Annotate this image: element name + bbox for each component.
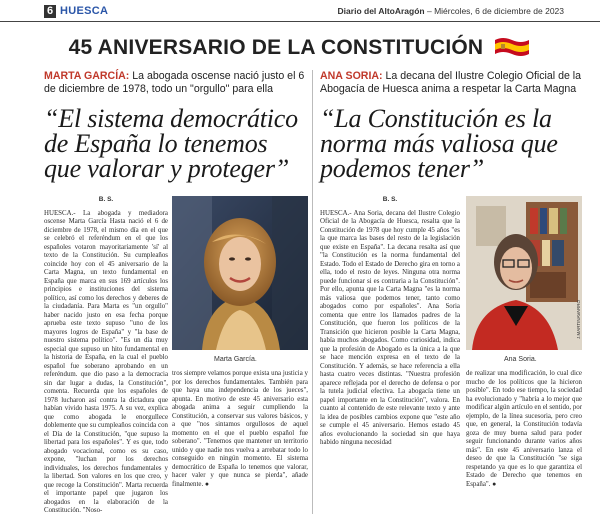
article-body-part-2	[466, 370, 582, 489]
body-text: tros siempre velamos porque exista una justicia y por los derechos fundamentales. También para que haya una independencia de los jueces", apunta. En motivo de este 45 aniversario esta abogada anima a seguir cumpliendo la Constitución, a conservar sus valores básicos, y a que "nos sintamos orgullosos de aquel momento en el que el pueblo español fue soberano". "Tenemos que mantener un territorio unido y que nadie nos vuelva a arrebatar todo lo conseguido en ningún momento. El sistema democrático de España lo tenemos que valorar, hacer valer y que nunca se pierda", añade finalmente. ●	[172, 370, 308, 488]
photo-caption: Ana Soria.	[504, 356, 537, 363]
byline: B. S.	[382, 196, 398, 203]
article-lead	[44, 70, 306, 96]
banner	[0, 36, 600, 60]
lead-name: ANA SORIA:	[320, 70, 383, 82]
column-divider	[312, 70, 313, 514]
photo-credit: J.MARTINAVARRO	[576, 300, 581, 340]
lead-name: MARTA GARCÍA:	[44, 70, 130, 82]
lead-text: La decana del Ilustre Colegio Oficial de la Abogacía de Huesca anima a respetar la Carta Magna	[320, 70, 582, 95]
article-body-part-1	[44, 196, 168, 514]
page-number: 6	[44, 5, 56, 18]
newspaper-name: Diario del AltoAragón	[337, 6, 425, 16]
body-text: HUESCA.- Ana Soria, decana del Ilustre Colegio Oficial de la Abogacía de Huesca, resalta que la Constitución de 1978 que hoy cumple 45 años "es la que marca las bases del resto de la legislación que existe en España". La decana resalta así que "la Constitución es la norma fundamental del Estado. Todo el Estado de Derecho gira en torno a ella, todo el resto de leyes. Ninguna otra norma puede funcionar si es contraria a la Constitución". Por ello, apunta que la Carta Magna "es la norma más valiosa que podemos tener, tanto como abogados como por españoles". Ana Soria comenta que entre los llamados padres de la Constitución, que fueron los políticos de la Transición que hicieron posible la Carta Magna, había muchos abogados. Como curiosidad, indica que la profesión de Abogado es la única a la que se hace mención expresa en el texto de la Constitución. Y además, se hace referencia a ella hasta cuatro veces distintas. "Nuestra profesión aparece reflejada por el derecho de defensa o por la tutela judicial efectiva. La abogacía tiene un papel importante en la Constitución", valora. En cuanto al contenido de este relevante texto y ante la idea de posibles cambios expone que "este año se cumple el 45 aniversario. Hemos estado 45 años evolucionando la sociedad sin que haya habido ninguna necesidad	[320, 209, 460, 446]
lead-text: La abogada oscense nació justo el 6 de diciembre de 1978, todo un "orgullo" para ella	[44, 70, 305, 95]
banner-title: 45 ANIVERSARIO DE LA CONSTITUCIÓN	[68, 36, 484, 59]
article-body-part-2	[172, 370, 308, 489]
body-text: de realizar una modificación, lo cual dice mucho de los políticos que la hicieron posible". En todo ese tiempo, la sociedad ha evolucionado y "habría a lo mejor que modificar algún artículo en el sentido, por ejemplo, de la línea sucesoria, pero creo que, en general, la Constitución todavía goza de muy buena salud para poder seguir funcionando durante varios años más". En este 45 aniversario lanza el deseo de que la Constitución "se siga respetando ya que es lo que garantiza el Estado de Derecho que tenemos en España". ●	[466, 370, 582, 488]
photo-ana-soria	[466, 196, 582, 350]
article-marta-garcia	[44, 70, 306, 181]
article-lead	[320, 70, 582, 96]
section-name: HUESCA	[60, 5, 109, 17]
photo-caption: Marta García.	[214, 356, 257, 363]
article-body-part-1	[320, 196, 460, 448]
page-header	[0, 0, 600, 22]
headline-quote: “La Constitución es la norma más valiosa que podemos tener”	[320, 104, 558, 183]
headline-quote: “El sistema democrático de España lo tenemos que valorar y proteger”	[44, 104, 298, 183]
issue-date: Miércoles, 6 de diciembre de 2023	[434, 6, 564, 16]
spain-flag-icon	[493, 36, 531, 58]
photo-marta-garcia	[172, 196, 308, 350]
body-text: HUESCA.- La abogada y mediadora oscense Marta García Hasta nació el 6 de diciembre de 1978, el mismo día en el que se celebró el referéndum en el que los españoles votaron mayoritariamente 'sí' al texto de la Constitución. Su cumpleaños coincide hoy con el 45 aniversario de la Carta Magna, un texto fundamental en España que marca en sus 169 artículos los principios e instituciones del sistema político, así como los derechos y deberes de la ciudadanía. Para Marta es "un orgullo" haber nacido justo en esa fecha porque aprueba este texto supuso "uno de los mayores logros de España" y "la base de nuestro sistema político". "Es un día muy especial que supuso un hito fundamental en la historia de España, en la cual el pueblo español fue soberano aprobando en un referéndum. que dio paso a la democracia sin dar lugar a dudas, la Constitución", comenta. Recuerda que los españoles de 1978 lucharon así contra la dictadura que habían vivido hasta 1975. A su vez, explica que como abogada le enorgullece doblemente que su cumpleaños coincida con el Día de la Constitución, "que supuso la libertad para los españoles". Y es que, todo abogado vocacional, como es su caso, expone, "luchan por los derechos individuales, los derechos fundamentales y la libertad. Son valores en los que creo, y que recoge la Constitución". Marta recuerda el importante papel que jugaron los abogados en la elaboración de la Constitución. "Noso-	[44, 209, 168, 514]
article-ana-soria	[320, 70, 582, 181]
byline: B. S.	[98, 196, 114, 203]
masthead: Diario del AltoAragón – Miércoles, 6 de diciembre de 2023	[337, 6, 564, 16]
